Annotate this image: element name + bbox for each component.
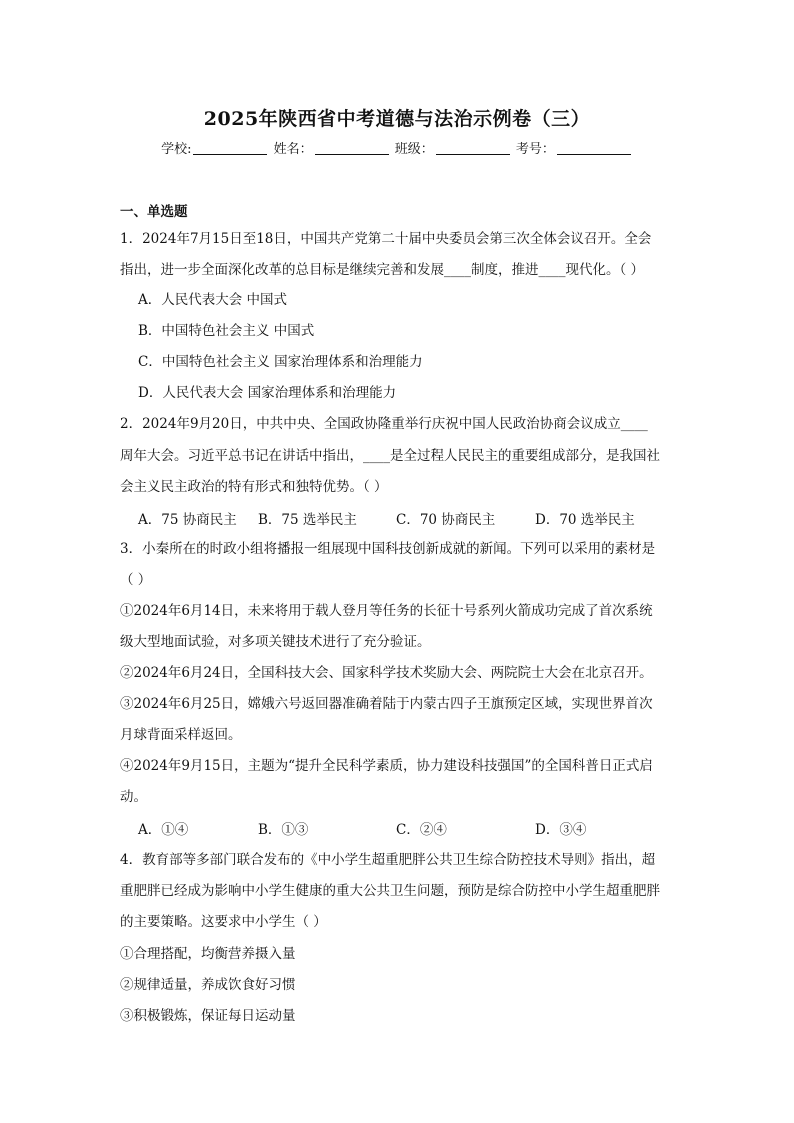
question-4-line-4: ①合理搭配，均衡营养摄入量 bbox=[120, 946, 296, 962]
question-2-line-2: 周年大会。习近平总书记在讲话中指出，____是全过程人民民主的重要组成部分，是我国社 bbox=[120, 448, 660, 464]
question-3-line-8: ④2024年9月15日，主题为“提升全民科学素质，协力建设科技强国”的全国科普日正式启 bbox=[120, 758, 653, 774]
question-4-line-6: ③积极锻炼，保证每日运动量 bbox=[120, 1008, 296, 1024]
question-3-line-7: 月球背面采样返回。 bbox=[120, 727, 242, 743]
name-blank[interactable] bbox=[315, 142, 389, 155]
question-3-option-b[interactable]: B．①③ bbox=[258, 822, 309, 838]
question-2-line-1: 2．2024年9月20日，中共中央、全国政协隆重举行庆祝中国人民政治协商会议成立____ bbox=[120, 416, 648, 432]
question-4-line-1: 4．教育部等多部门联合发布的《中小学生超重肥胖公共卫生综合防控技术导则》指出，超 bbox=[120, 852, 656, 868]
question-1-line-1: 1．2024年7月15日至18日，中国共产党第二十届中央委员会第三次全体会议召开。全会 bbox=[120, 231, 652, 247]
question-4-line-2: 重肥胖已经成为影响中小学生健康的重大公共卫生问题，预防是综合防控中小学生超重肥胖 bbox=[120, 883, 660, 899]
question-3-line-6: ③2024年6月25日，嫦娥六号返回器准确着陆于内蒙古四子王旗预定区域，实现世界首次 bbox=[120, 696, 653, 712]
question-2-option-a[interactable]: A．75 协商民主 bbox=[138, 512, 237, 528]
question-3-line-2: （ ） bbox=[120, 572, 152, 588]
question-3-line-5: ②2024年6月24日，全国科技大会、国家科学技术奖励大会、两院院士大会在北京召开。 bbox=[120, 665, 653, 681]
question-2-line-3: 会主义民主政治的特有形式和独特优势。（ ） bbox=[120, 479, 388, 495]
question-1-option-c[interactable]: C．中国特色社会主义 国家治理体系和治理能力 bbox=[138, 354, 423, 370]
question-3-line-9: 动。 bbox=[120, 789, 147, 805]
exam-number-label: 考号： bbox=[515, 142, 555, 157]
class-blank[interactable] bbox=[436, 142, 510, 155]
exam-title: 2025年陕西省中考道德与法治示例卷（三） bbox=[203, 108, 591, 130]
question-1-option-a[interactable]: A．人民代表大会 中国式 bbox=[138, 292, 288, 308]
question-1-option-d[interactable]: D．人民代表大会 国家治理体系和治理能力 bbox=[138, 385, 397, 401]
question-3-option-a[interactable]: A．①④ bbox=[138, 822, 189, 838]
name-label: 姓名： bbox=[273, 142, 313, 157]
question-3-option-c[interactable]: C．②④ bbox=[396, 822, 447, 838]
question-1-option-b[interactable]: B．中国特色社会主义 中国式 bbox=[138, 323, 315, 339]
question-2-option-b[interactable]: B．75 选举民主 bbox=[258, 512, 357, 528]
question-4-line-3: 的主要策略。这要求中小学生（ ） bbox=[120, 914, 327, 930]
question-3-line-4: 级大型地面试验，对多项关键技术进行了充分验证。 bbox=[120, 634, 431, 650]
question-1-line-2: 指出，进一步全面深化改革的总目标是继续完善和发展____制度，推进____现代化。（ ） bbox=[120, 262, 645, 278]
exam-number-blank[interactable] bbox=[557, 142, 631, 155]
question-3-line-3: ①2024年6月14日，未来将用于载人登月等任务的长征十号系列火箭成功完成了首次系统 bbox=[120, 603, 653, 619]
question-3-option-d[interactable]: D．③④ bbox=[535, 822, 587, 838]
section-title: 一、单选题 bbox=[120, 204, 188, 220]
question-2-option-d[interactable]: D．70 选举民主 bbox=[535, 512, 635, 528]
student-info-row bbox=[0, 138, 794, 157]
class-label: 班级： bbox=[394, 142, 434, 157]
question-2-option-c[interactable]: C．70 协商民主 bbox=[396, 512, 496, 528]
school-blank[interactable] bbox=[193, 142, 267, 155]
question-4-line-5: ②规律适量，养成饮食好习惯 bbox=[120, 977, 296, 993]
question-3-line-1: 3．小秦所在的时政小组将播报一组展现中国科技创新成就的新闻。下列可以采用的素材是 bbox=[120, 541, 656, 557]
school-label: 学校: bbox=[161, 142, 192, 157]
